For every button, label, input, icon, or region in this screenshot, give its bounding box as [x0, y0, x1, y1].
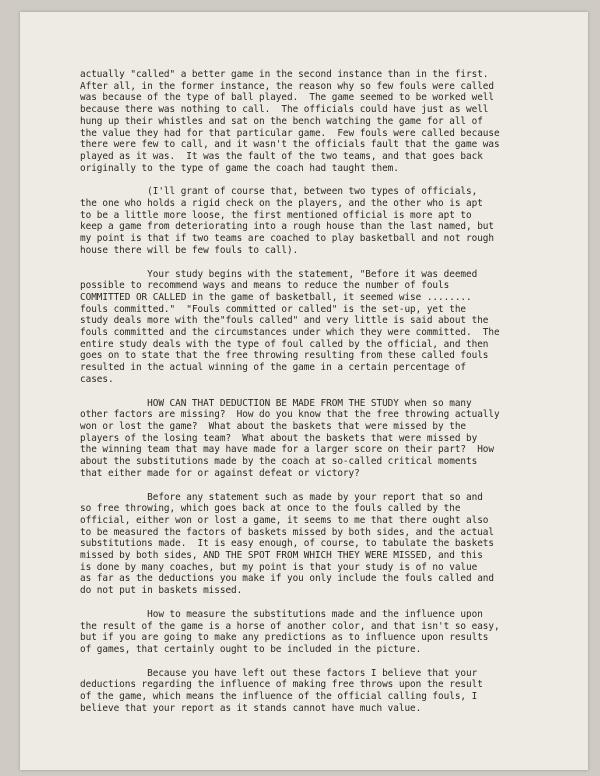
letter-body [80, 69, 598, 726]
text-line: Because you have left out these factors I believe that your [80, 667, 478, 679]
text-line: (I'll grant of course that, between two types of officials, [80, 186, 478, 198]
text-line: about the substitutions made by the coach at so-called critical moments [80, 456, 478, 468]
text-line: goes on to state that the free throwing resulting from these called fouls [80, 350, 489, 362]
text-line: Your study begins with the statement, "Before it was deemed [80, 268, 478, 280]
paragraph-2 [80, 186, 598, 256]
text-line: cases. [80, 373, 114, 385]
text-line: of the game, which means the influence of the official calling fouls, I [80, 691, 478, 703]
text-line: house there will be few fouls to call). [80, 244, 299, 256]
text-line: the winning team that may have made for a larger score on their part? How [80, 444, 494, 456]
text-line: of games, that certainly ought to be included in the picture. [80, 643, 422, 655]
text-line: possible to recommend ways and means to reduce the number of fouls [80, 280, 450, 292]
text-line: the one who holds a rigid check on the players, and the other who is apt [80, 198, 483, 210]
typewritten-page [20, 12, 588, 770]
text-line: missed by both sides, AND THE SPOT FROM WHICH THEY WERE MISSED, and this [80, 550, 483, 562]
paragraph-7 [80, 668, 598, 715]
text-line: won or lost the game? What about the baskets that were missed by the [80, 420, 467, 432]
paragraph-3 [80, 269, 598, 386]
text-line: as far as the deductions you make if you only include the fouls called and [80, 573, 494, 585]
text-line: do not put in baskets missed. [80, 585, 243, 597]
paragraph-4 [80, 398, 598, 480]
text-line: that either made for or against defeat or victory? [80, 467, 360, 479]
text-line: After all, in the former instance, the reason why so few fouls were called [80, 80, 494, 92]
text-line: is done by many coaches, but my point is that your study is of no value [80, 561, 478, 573]
text-line: entire study deals with the type of foul called by the official, and then [80, 338, 489, 350]
text-line: hung up their whistles and sat on the bench watching the game for all of [80, 115, 483, 127]
text-line: there were few to call, and it wasn't the officials fault that the game was [80, 139, 500, 151]
text-line: HOW CAN THAT DEDUCTION BE MADE FROM THE STUDY when so many [80, 397, 472, 409]
text-line: other factors are missing? How do you know that the free throwing actually [80, 409, 500, 421]
paragraph-6 [80, 609, 598, 656]
text-line: resulted in the actual winning of the game in a certain percentage of [80, 362, 467, 374]
text-line: How to measure the substitutions made and the influence upon [80, 608, 483, 620]
text-line: believe that your report as it stands cannot have much value. [80, 702, 422, 714]
text-line: study deals more with the"fouls called" and very little is said about the [80, 315, 489, 327]
text-line: the result of the game is a horse of another color, and that isn't so easy, [80, 620, 500, 632]
text-line: keep a game from deteriorating into a rough house than the last named, but [80, 221, 494, 233]
text-line: actually "called" a better game in the second instance than in the first. [80, 69, 489, 80]
text-line: deductions regarding the influence of making free throws upon the result [80, 679, 483, 691]
text-line: to be a little more loose, the first mentioned official is more apt to [80, 209, 472, 221]
text-line: COMMITTED OR CALLED in the game of basketball, it seemed wise ........ [80, 291, 472, 303]
text-line: fouls committed." "Fouls committed or called" is the set-up, yet the [80, 303, 467, 315]
text-line: players of the losing team? What about the baskets that were missed by [80, 432, 478, 444]
text-line: substitutions made. It is easy enough, of course, to tabulate the baskets [80, 538, 494, 550]
text-line: official, either won or lost a game, it seems to me that there ought also [80, 514, 489, 526]
text-line: because there was nothing to call. The officials could have just as well [80, 104, 489, 116]
paragraph-1 [80, 69, 598, 174]
text-line: fouls committed and the circumstances under which they were committed. The [80, 327, 500, 339]
text-line: played as it was. It was the fault of the two teams, and that goes back [80, 150, 483, 162]
text-line: but if you are going to make any predictions as to influence upon results [80, 632, 489, 644]
text-line: so free throwing, which goes back at once to the fouls called by the [80, 503, 461, 515]
text-line: the value they had for that particular game. Few fouls were called because [80, 127, 500, 139]
paragraph-5 [80, 492, 598, 597]
text-line: originally to the type of game the coach had taught them. [80, 162, 399, 174]
text-line: Before any statement such as made by your report that so and [80, 491, 483, 503]
text-line: my point is that if two teams are coached to play basketball and not rough [80, 233, 494, 245]
text-line: was because of the type of ball played. The game seemed to be worked well [80, 92, 494, 104]
text-line: to be measured the factors of baskets missed by both sides, and the actual [80, 526, 494, 538]
